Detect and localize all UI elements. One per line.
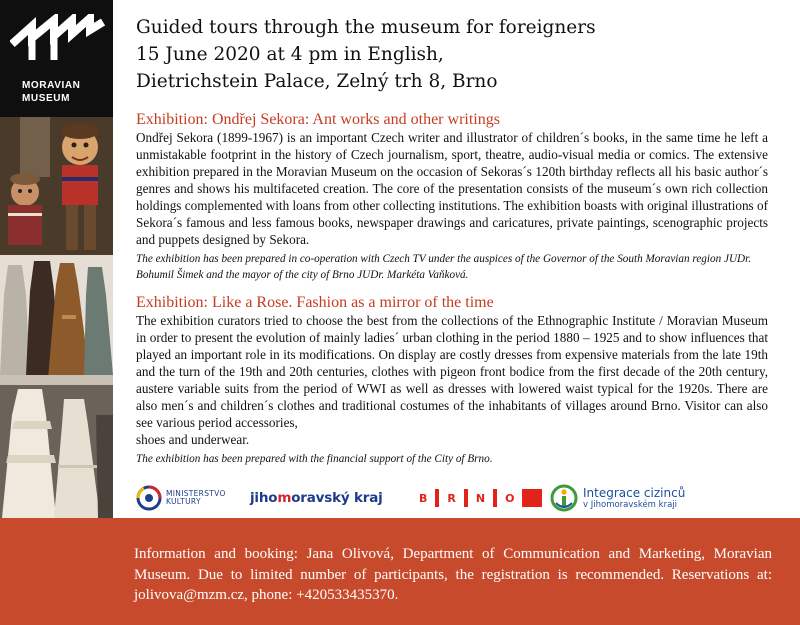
ministry-emblem-icon [136,485,162,511]
exhibition2-note: The exhibition has been prepared with the financial support of the City of Brno. [136,453,493,465]
brno-letter-o: O [505,491,515,505]
white-dresses-illustration [0,385,113,518]
south-moravian-region-logo [250,480,383,516]
ministry-of-culture-logo [136,480,226,516]
dresses-illustration [0,255,113,385]
exhibition2-description-end: shoes and underwear. [136,432,250,447]
brno-bar-icon [435,489,439,507]
ministry-label-line2: KULTURY [166,497,201,506]
main-content [136,14,768,468]
brno-bar-icon [493,489,497,507]
headline-venue: Dietrichstein Palace, Zelný trh 8, Brno [136,71,498,92]
ministry-label-line1: MINISTERSTVO [166,489,226,498]
exhibition2-title: Exhibition: Like a Rose. Fashion as a mirror of the time [136,294,494,311]
booking-info-text: Information and booking: Jana Olivová, Department of Communication and Marketing, Moravian Museum. Due to limited number of participants, the registration is recommended. Reservations at: jolivova@mzm.cz, phone: +420533435370. [134,546,772,603]
puppets-photo [0,117,113,255]
region-suffix: oravský kraj [291,490,383,506]
headline-date: 15 June 2020 at 4 pm in English, [136,44,444,65]
brno-block-icon [522,489,542,507]
ministry-label [166,490,226,506]
integration-emblem-icon [550,483,578,513]
region-label [250,490,383,506]
region-prefix: jiho [250,490,278,506]
exhibition1-note: The exhibition has been prepared in co-operation with Czech TV under the auspices of the Governor of the South Moravian region JUDr. Bohumil Šimek and the mayor of the city of Brno JUDr. Markéta Vaňková. [136,253,752,281]
brno-letter-b: B [419,491,428,505]
museum-logo-mark-icon [10,14,105,64]
museum-name-line2: MUSEUM [22,93,71,104]
museum-logo-text [22,79,81,105]
event-headline [136,14,768,95]
brno-bar-icon [464,489,468,507]
integration-title: Integrace cizinců [583,485,686,500]
museum-logo [0,0,113,117]
region-accent: m [277,490,292,506]
exhibition1-title: Exhibition: Ondřej Sekora: Ant works and other writings [136,111,500,128]
integration-subtitle: v Jihomoravském kraji [583,499,678,510]
brno-letter-r: R [447,491,456,505]
brno-letter-n: N [475,491,486,505]
museum-name-line1: MORAVIAN [22,80,81,91]
integration-logo [550,480,685,516]
left-image-column [0,0,113,518]
city-of-brno-logo [412,480,543,516]
booking-info-bar [0,518,800,625]
headline-title: Guided tours through the museum for foreigners [136,17,596,38]
exhibition1-description: Ondřej Sekora (1899-1967) is an important Czech writer and illustrator of children´s books, in the same time he left a unmistakable footprint in the history of Czech journalism, sport, theatre, audio-visual media or comics. The extensive exhibition prepared in the Moravian Museum on the occasion of Sekoras´s 120th birthday reflects all his basic author´s genres and shows his multifaceted creation. The core of the presentation consists of the museum´s own rich collection holdings complemented with loans from other collecting institutions. The exhibition boasts with original illustrations of Sekora´s famous and less famous books, newspaper drawings and caricatures, private paintings, scenographic projects and puppets designed by Sekora. [136,130,768,247]
puppets-illustration [0,117,113,255]
exhibition2-description: The exhibition curators tried to choose the best from the collections of the Ethnographic Institute / Moravian Museum in order to present the evolution of mainly ladies´ urban clothing in the period 1880 – 1925 and to show influences that played an important role in its modifications. On display are costly dresses from expensive materials from the late 19th and the turn of the 19th and 20th centuries, clothes with pigeon front bodice from the first decade of the 20th century, austere variable suits from the period of WWI as well as dresses with lowered waist typical for the 1920s. There are also men´s and children´s clothes and traditional costumes of the inhabitants of villages around Brno. Visitor can also see various period accessories, [136,313,768,430]
dresses-photo [0,255,113,385]
partner-logos [136,480,766,516]
integration-label [583,487,685,510]
white-dresses-photo [0,385,113,518]
